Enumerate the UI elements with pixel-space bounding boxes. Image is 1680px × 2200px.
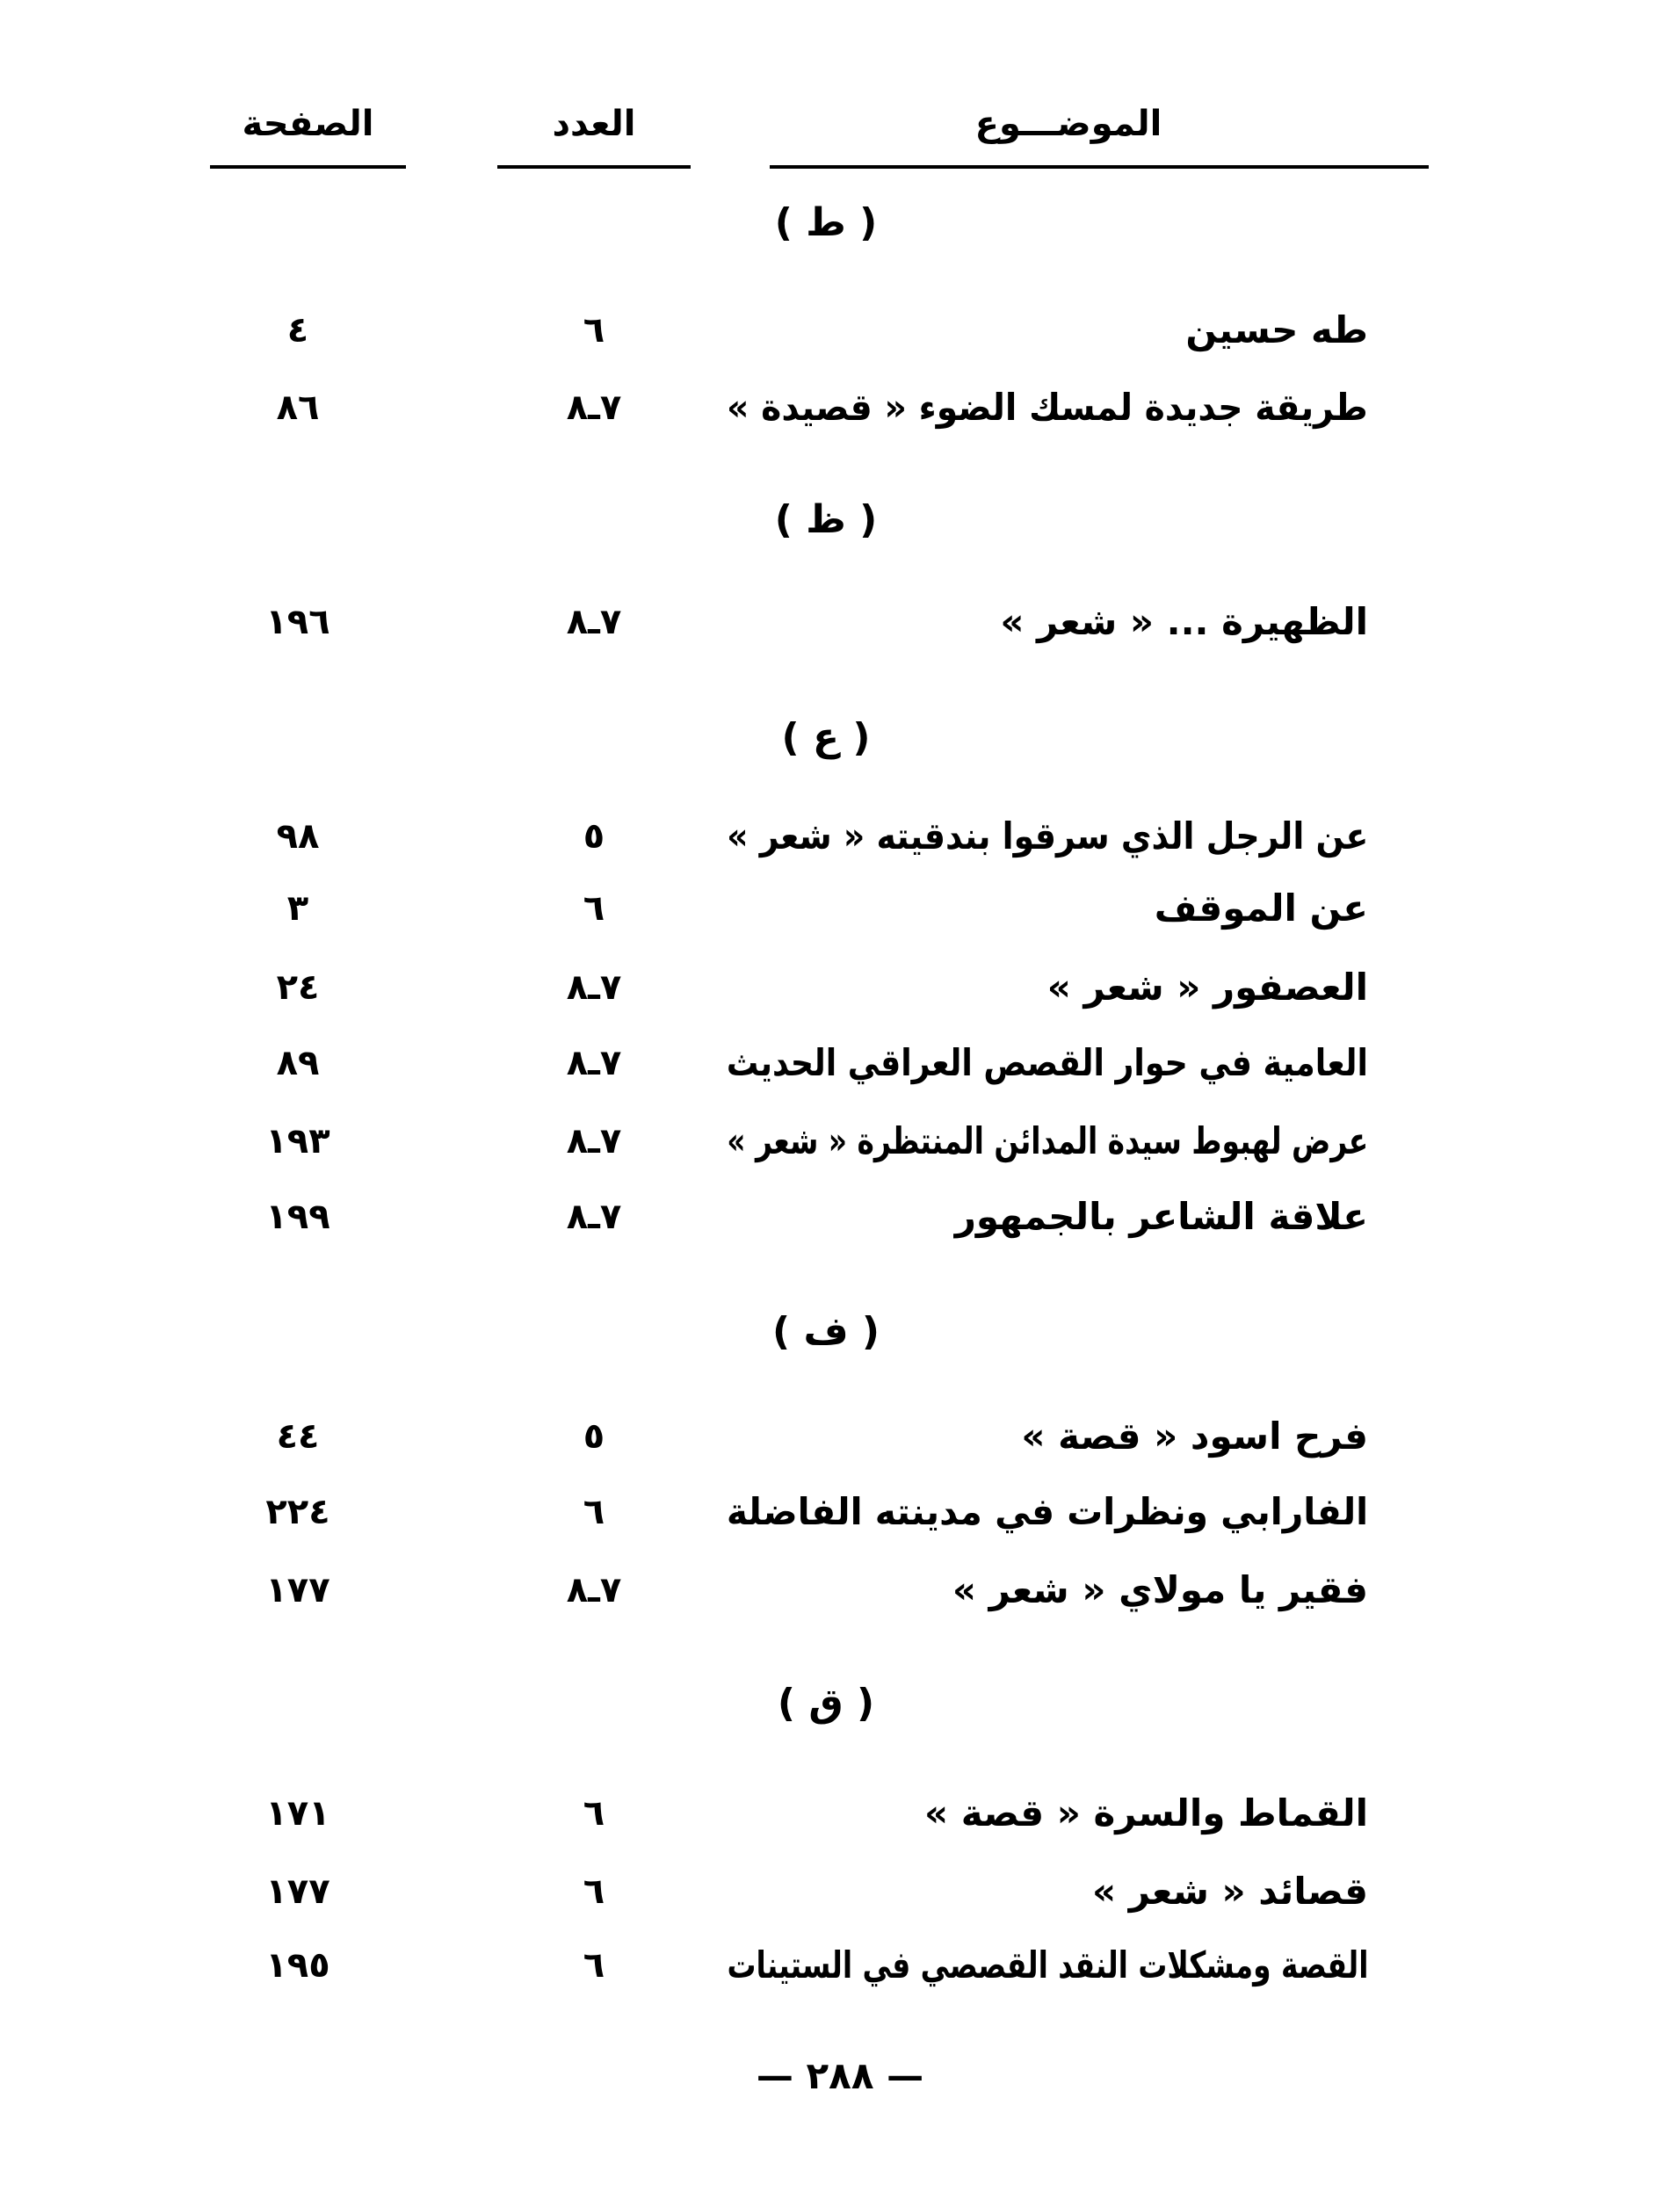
entry-page: ٢٢٤ [265, 1492, 330, 1532]
column-header-subject: الموضـــوع [974, 104, 1162, 144]
section-letter-heading: ( ف ) [772, 1309, 880, 1354]
entry-page: ٩٨ [276, 816, 320, 857]
entry-page: ١٧١ [265, 1793, 330, 1834]
entry-page: ١٩٥ [265, 1945, 330, 1986]
entry-title: القماط والسرة « قصة » [924, 1791, 1368, 1835]
entry-title: عن الموقف [1154, 887, 1368, 930]
header-rule-issue [497, 165, 691, 169]
entry-page: ١٩٩ [265, 1197, 330, 1237]
entry-page: ٨٦ [276, 387, 320, 428]
entry-title: قصائد « شعر » [1092, 1870, 1368, 1913]
column-header-page: الصفحة [242, 104, 374, 144]
entry-page: ١٧٧ [265, 1570, 330, 1610]
entry-title: فرح اسود « قصة » [1021, 1415, 1368, 1458]
entry-issue: ٦ [583, 1793, 605, 1834]
entry-title: القصة ومشكلات النقد القصصي في الستينات [727, 1943, 1368, 1987]
header-rule-subject [770, 165, 1429, 169]
entry-title: طريقة جديدة لمسك الضوء « قصيدة » [727, 386, 1368, 429]
entry-title: العامية في حوار القصص العراقي الحديث [726, 1041, 1368, 1084]
entry-issue: ٧ـ٨ [566, 1570, 622, 1610]
entry-issue: ٦ [583, 310, 605, 351]
entry-title: فقير يا مولاي « شعر » [952, 1568, 1368, 1611]
entry-issue: ٧ـ٨ [566, 1043, 622, 1083]
entry-issue: ٧ـ٨ [566, 967, 622, 1008]
entry-page: ٨٩ [276, 1043, 320, 1083]
entry-issue: ٥ [583, 816, 605, 857]
entry-issue: ٧ـ٨ [566, 387, 622, 428]
entry-title: عرض لهبوط سيدة المدائن المنتظرة « شعر » [727, 1119, 1368, 1162]
entry-page: ٤٤ [276, 1416, 320, 1457]
entry-page: ٢٤ [276, 967, 320, 1008]
page-number: — ٢٨٨ — [756, 2054, 924, 2097]
entry-issue: ٦ [583, 1871, 605, 1912]
header-rule-page [210, 165, 406, 169]
entry-page: ٤ [286, 310, 309, 351]
entry-page: ١٩٣ [265, 1121, 330, 1162]
entry-issue: ٦ [583, 1492, 605, 1532]
entry-issue: ٦ [583, 888, 605, 929]
entry-issue: ٧ـ٨ [566, 1197, 622, 1237]
entry-title: الفارابي ونظرات في مدينته الفاضلة [726, 1490, 1368, 1533]
entry-page: ٣ [286, 888, 309, 929]
section-letter-heading: ( ع ) [781, 715, 871, 760]
entry-title: عن الرجل الذي سرقوا بندقيته « شعر » [726, 814, 1368, 858]
section-letter-heading: ( ق ) [777, 1681, 875, 1726]
entry-issue: ٥ [583, 1416, 605, 1457]
entry-title: طه حسين [1185, 308, 1368, 351]
entry-title: علاقة الشاعر بالجمهور [954, 1195, 1368, 1238]
entry-page: ١٧٧ [265, 1871, 330, 1912]
entry-title: الظهيرة ... « شعر » [1000, 600, 1368, 643]
entry-title: العصفور « شعر » [1046, 966, 1368, 1009]
section-letter-heading: ( ط ) [774, 200, 878, 245]
column-header-issue: العدد [552, 104, 636, 144]
entry-issue: ٦ [583, 1945, 605, 1986]
section-letter-heading: ( ظ ) [774, 497, 878, 542]
entry-page: ١٩٦ [265, 602, 330, 642]
entry-issue: ٧ـ٨ [566, 1121, 622, 1162]
entry-issue: ٧ـ٨ [566, 602, 622, 642]
